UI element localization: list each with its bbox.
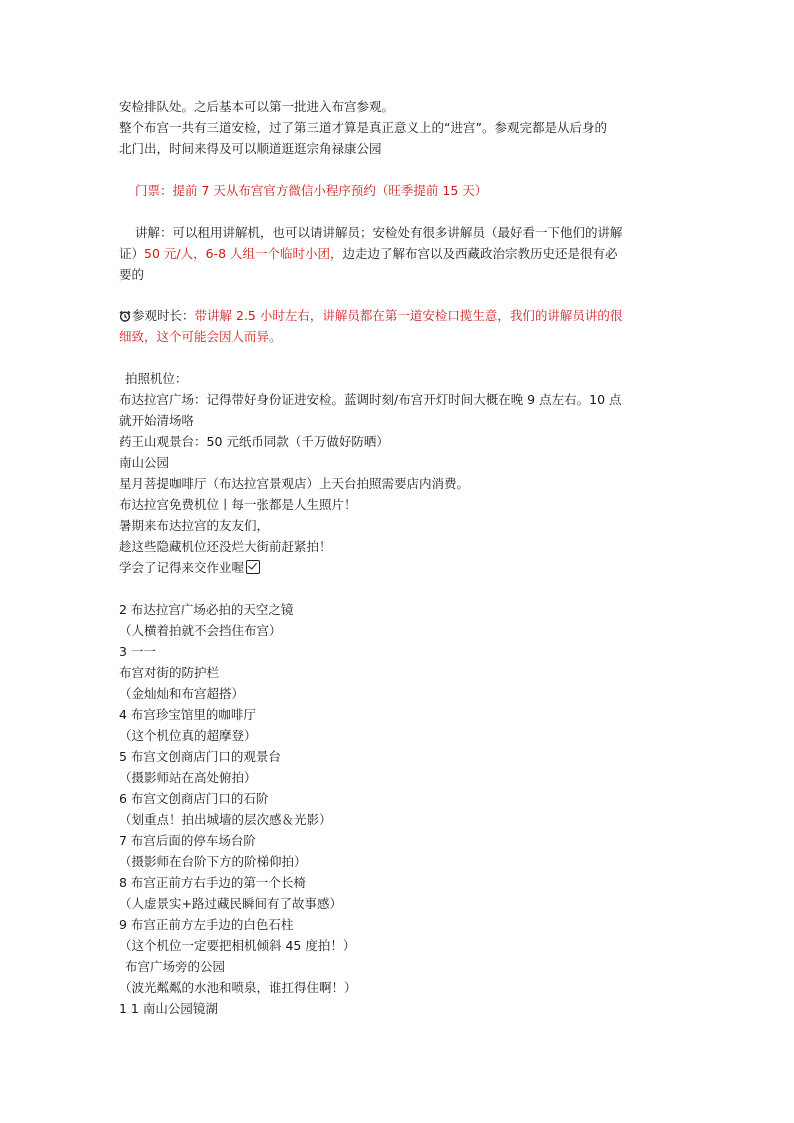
photo-item: 南山公园	[119, 455, 170, 470]
security-line-1: 安检排队处。之后基本可以第一批进入布宫参观。	[119, 99, 395, 114]
photo-item: 药王山观景台：50 元纸币同款（千万做好防晒）	[119, 434, 389, 449]
checkbox-icon	[246, 560, 260, 574]
duration-line-1	[119, 305, 679, 326]
list-item: （摄影师在台阶下方的阶梯仰拍）	[119, 854, 307, 869]
list-item: 4 布宫珍宝馆里的咖啡厅	[119, 707, 256, 722]
list-item: （划重点！拍出城墙的层次感＆光影）	[119, 812, 332, 827]
list-item: （金灿灿和布宫超搭）	[119, 686, 245, 701]
list-item: 1 1 南山公园镜湖	[119, 1001, 218, 1016]
list-item: 5 布宫文创商店门口的观景台	[119, 749, 281, 764]
duration-text: 带讲解 2.5 小时左右，讲解员都在第一道安检口揽生意，我们的讲解员讲的很	[194, 308, 623, 323]
list-item: 布宫对街的防护栏	[119, 665, 220, 680]
list-item: 2 布达拉宫广场必拍的天空之镜	[119, 602, 294, 617]
photo-item: 布达拉宫广场：记得带好身份证进安检。蓝调时刻/布宫开灯时间大概在晚 9 点左右。10 点	[119, 392, 622, 407]
list-item: 3 一一	[119, 644, 156, 659]
guide-line-2-end: 边走边了解布宫以及西藏政治宗教历史还是很有必	[342, 246, 618, 261]
security-line-3: 北门出，时间来得及可以顺道逛逛宗角禄康公园	[119, 141, 382, 156]
alarm-clock-icon	[119, 310, 131, 322]
security-line-2: 整个布宫一共有三道安检，过了第三道才算是真正意义上的“进宫”。参观完都是从后身的	[119, 120, 607, 135]
guide-price: 50 元/人，6-8 人组一个临时小团，	[144, 246, 343, 261]
list-item: 8 布宫正前方右手边的第一个长椅	[119, 875, 306, 890]
guide-line-2	[119, 243, 679, 264]
list-item: 布宫广场旁的公园	[125, 959, 226, 974]
ticket-info: 门票：提前 7 天从布宫官方微信小程序预约（旺季提前 15 天）	[135, 183, 488, 198]
list-item: 9 布宫正前方左手边的白色石柱	[119, 917, 294, 932]
duration-label: 参观时长：	[132, 308, 195, 323]
list-item: （人横着拍就不会挡住布宫）	[119, 623, 282, 638]
list-item: （这个机位一定要把相机倾斜 45 度拍！）	[119, 938, 356, 953]
guide-line-3: 要的	[119, 267, 145, 282]
list-item: （摄影师站在高处俯拍）	[119, 770, 257, 785]
photo-item-text: 学会了记得来交作业喔	[119, 560, 245, 575]
guide-line-2-start: 证）	[119, 246, 145, 261]
photo-item: 就开始清场咯	[119, 413, 195, 428]
guide-line-1: 讲解：可以租用讲解机，也可以请讲解员；安检处有很多讲解员（最好看一下他们的讲解	[135, 225, 623, 240]
photo-item-last	[119, 557, 679, 578]
list-item: 6 布宫文创商店门口的石阶	[119, 791, 269, 806]
list-item: 7 布宫后面的停车场台阶	[119, 833, 256, 848]
photo-item: 暑期来布达拉宫的友友们，	[119, 518, 270, 533]
duration-line-2: 细致，这个可能会因人而异。	[119, 329, 282, 344]
list-item: （人虚景实+路过藏民瞬间有了故事感）	[119, 896, 342, 911]
photo-title: 拍照机位：	[125, 371, 188, 386]
photo-item: 布达拉宫免费机位丨每一张都是人生照片！	[119, 497, 357, 512]
photo-item: 趁这些隐藏机位还没烂大街前赶紧拍！	[119, 539, 332, 554]
photo-item: 星月菩提咖啡厅（布达拉宫景观店）上天台拍照需要店内消费。	[119, 476, 470, 491]
list-item: （波光粼粼的水池和喷泉，谁扛得住啊！）	[119, 980, 357, 995]
list-item: （这个机位真的超摩登）	[119, 728, 257, 743]
